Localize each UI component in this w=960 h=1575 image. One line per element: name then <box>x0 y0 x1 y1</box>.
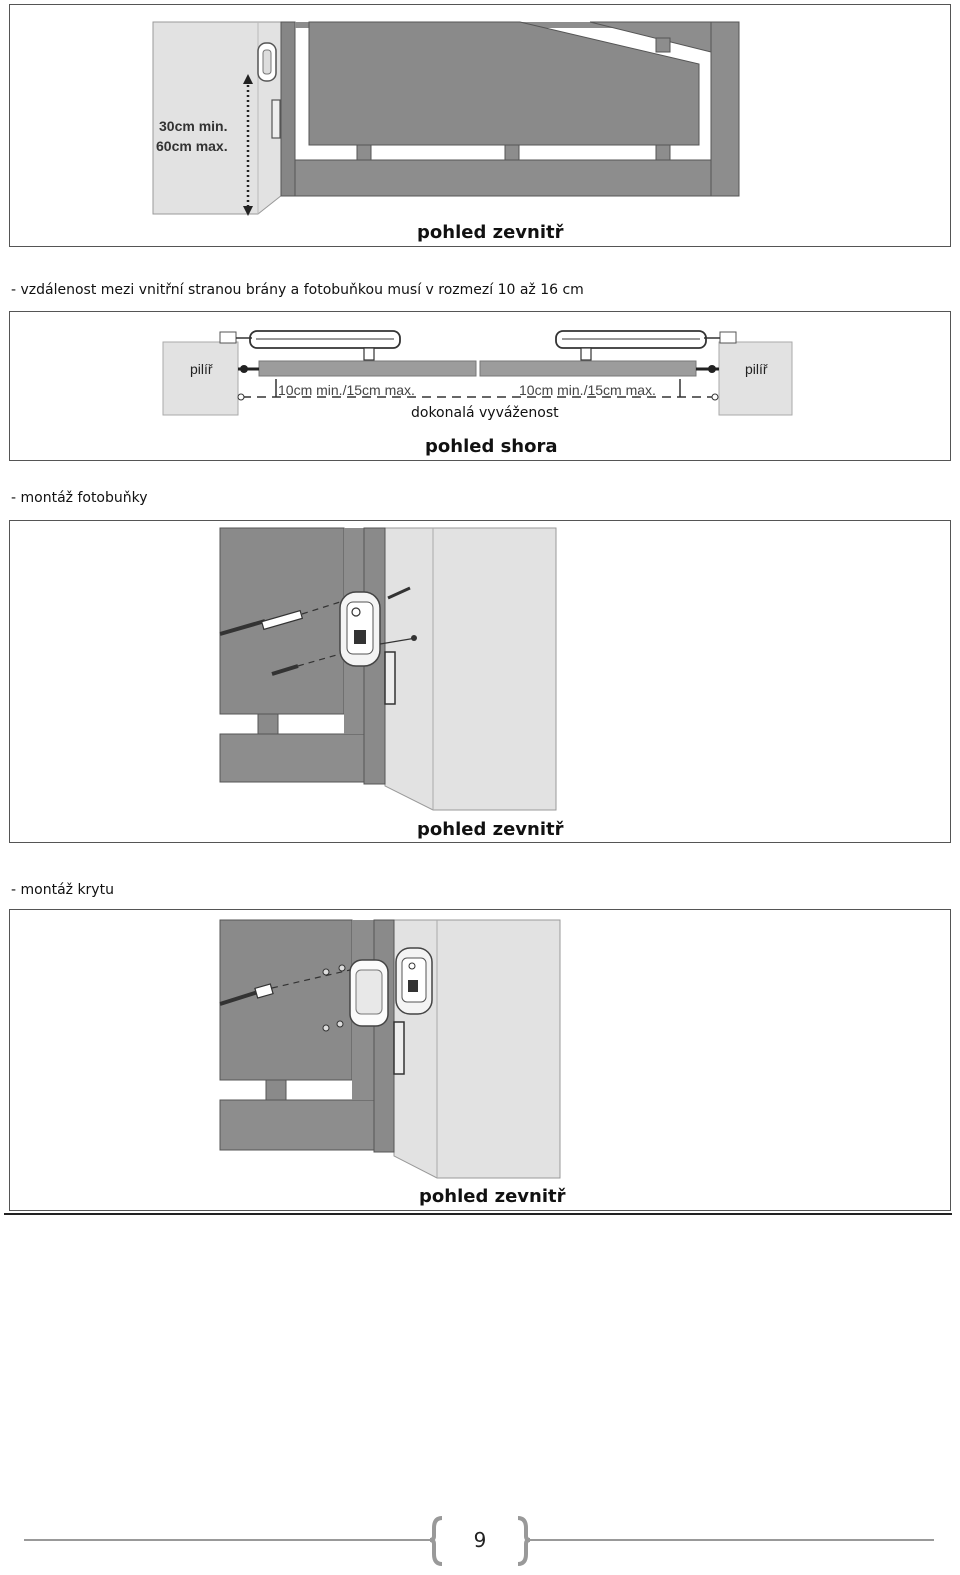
pillar-left <box>163 342 238 415</box>
gate-bottom-rail <box>295 160 713 196</box>
gate-bottom-rail <box>220 1100 374 1150</box>
pillar-right-label: pilíř <box>745 361 768 377</box>
distance-label-max: 60cm max. <box>156 138 228 154</box>
figure-1-illustration <box>0 0 960 250</box>
balance-label: dokonalá vyváženost <box>411 405 559 421</box>
gate-leaf-left <box>259 361 476 376</box>
gate-leaf-right <box>480 361 696 376</box>
figure-3-illustration <box>0 520 960 850</box>
instruction-cover-mount: - montáž krytu <box>11 882 114 898</box>
gate-bottom-rail <box>220 734 366 782</box>
pillar-right <box>719 342 792 415</box>
figure-3-caption: pohled zevnitř <box>417 819 564 840</box>
figure-1-caption: pohled zevnitř <box>417 222 564 243</box>
instruction-photocell-mount: - montáž fotobuňky <box>11 490 148 506</box>
distance-label-min: 30cm min. <box>159 118 228 134</box>
figure-2-caption: pohled shora <box>425 436 558 457</box>
page-number: 9 <box>473 1528 487 1552</box>
figure-4-illustration <box>0 910 960 1210</box>
section-divider <box>4 1213 952 1215</box>
pillar-left-label: pilíř <box>190 361 213 377</box>
instruction-distance: - vzdálenost mezi vnitřní stranou brány a fotobuňkou musí v rozmezí 10 až 16 cm <box>11 282 584 298</box>
wall <box>385 528 556 810</box>
gate-post <box>374 920 394 1152</box>
dim-right-label: 10cm min./15cm max. <box>519 382 656 398</box>
dim-left-label: 10cm min./15cm max. <box>278 382 415 398</box>
gate-right-post <box>711 22 739 196</box>
figure-4-caption: pohled zevnitř <box>419 1186 566 1207</box>
gate-panel <box>220 920 352 1080</box>
gate-panel <box>309 22 699 145</box>
gate-post <box>281 22 295 196</box>
